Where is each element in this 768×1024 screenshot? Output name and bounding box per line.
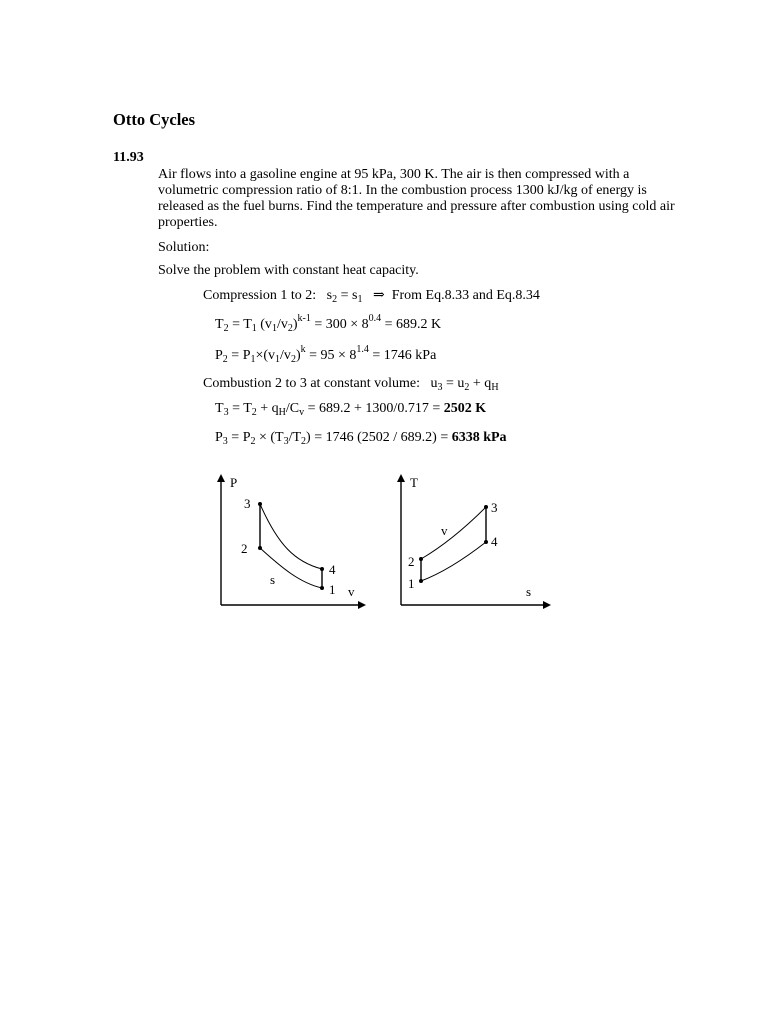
pv-point-marker bbox=[320, 567, 324, 571]
t2-exponent-2: 0.4 bbox=[368, 313, 382, 324]
pv-point-marker bbox=[258, 546, 262, 550]
pv-point-marker bbox=[320, 586, 324, 590]
t2-T-sub: 2 bbox=[223, 323, 229, 334]
pv-x-label: v bbox=[348, 584, 355, 599]
p2-mid: = 95 × 8 bbox=[305, 348, 357, 363]
u2-sub: 2 bbox=[464, 382, 470, 393]
ts-point-1: 1 bbox=[408, 576, 415, 591]
ts-point-marker bbox=[419, 579, 423, 583]
equation-reference: From Eq.8.33 and Eq.8.34 bbox=[391, 288, 540, 303]
combustion-lead: Combustion 2 to 3 at constant volume: bbox=[203, 376, 420, 391]
pv-diagram bbox=[221, 475, 362, 605]
s2-symbol: s bbox=[326, 288, 333, 303]
ts-curve-label: v bbox=[441, 523, 448, 538]
t2-v1-sub: 1 bbox=[271, 323, 277, 334]
section-title: Otto Cycles bbox=[113, 110, 196, 129]
p2-open: ×(v bbox=[255, 348, 276, 363]
p2-v2-sub: 2 bbox=[290, 354, 296, 365]
t2-exponent: k-1 bbox=[297, 313, 311, 324]
ts-point-marker bbox=[419, 557, 423, 561]
p2-exponent: k bbox=[300, 344, 306, 355]
s1-subscript: 1 bbox=[357, 294, 363, 305]
pv-point-2: 2 bbox=[241, 541, 248, 556]
t3-T2-sub: 2 bbox=[251, 407, 257, 418]
t3-qH-sub: H bbox=[278, 407, 286, 418]
t2-eq1: = T bbox=[228, 317, 252, 332]
p2-v1-sub: 1 bbox=[275, 354, 281, 365]
t2-open: (v bbox=[256, 317, 272, 332]
p3-tail: ) = 1746 (2502 / 689.2) = bbox=[306, 430, 452, 445]
p3-result: 6338 kPa bbox=[451, 430, 507, 445]
pv-expansion-curve bbox=[260, 504, 322, 569]
p3-P: P bbox=[215, 430, 223, 445]
t3-result: 2502 K bbox=[443, 401, 487, 416]
solution-label: Solution: bbox=[158, 240, 210, 255]
p3-T2-sub: 2 bbox=[301, 436, 307, 447]
pv-point-4: 4 bbox=[329, 562, 336, 577]
p3-times: × (T bbox=[255, 430, 284, 445]
ts-y-label: T bbox=[410, 475, 418, 490]
p2-exponent-2: 1.4 bbox=[356, 344, 369, 355]
problem-statement: Air flows into a gasoline engine at 95 kPa, 300 K. The air is then compressed with a volumetric compression ratio of 8:1. In the combustion process 1300 kJ/kg of energy is released as the fuel burns. Find the temperature and pressure after combustion using cold air properties. bbox=[158, 167, 675, 230]
ts-x-label: s bbox=[526, 584, 532, 599]
compression-lead: Compression 1 to 2: bbox=[203, 288, 317, 303]
t3-plus: + q bbox=[256, 401, 279, 416]
equals-sign: = bbox=[337, 288, 353, 303]
pv-point-marker bbox=[258, 502, 262, 506]
problem-number: 11.93 bbox=[113, 150, 144, 165]
u3-sub: 3 bbox=[437, 382, 443, 393]
t2-T: T bbox=[215, 317, 224, 332]
p3-slash: /T bbox=[288, 430, 302, 445]
p2-close: ) bbox=[295, 348, 301, 363]
t2-result: = 689.2 K bbox=[381, 317, 442, 332]
ts-heat-addition-curve bbox=[421, 507, 486, 559]
p3-P-sub: 3 bbox=[222, 436, 228, 447]
pv-point-1: 1 bbox=[329, 582, 336, 597]
s2-subscript: 2 bbox=[332, 294, 338, 305]
p2-P1-sub: 1 bbox=[250, 354, 256, 365]
p2-P-sub: 2 bbox=[222, 354, 228, 365]
t2-close: ) bbox=[292, 317, 298, 332]
p2-P: P bbox=[215, 348, 223, 363]
ts-point-4: 4 bbox=[491, 534, 498, 549]
p2-slash: /v bbox=[280, 348, 291, 363]
ts-point-marker bbox=[484, 505, 488, 509]
ts-point-3: 3 bbox=[491, 500, 498, 515]
t2-slash: /v bbox=[276, 317, 288, 332]
t3-slash: /C bbox=[285, 401, 300, 416]
ts-diagram bbox=[401, 475, 547, 605]
u-eq: = u bbox=[442, 376, 465, 391]
implies-arrow: ⇒ bbox=[372, 288, 385, 303]
t3-eq1: = T bbox=[228, 401, 252, 416]
ts-point-2: 2 bbox=[408, 554, 415, 569]
t3-Cv-sub: v bbox=[299, 407, 305, 418]
ts-point-marker bbox=[484, 540, 488, 544]
t3-tail: = 689.2 + 1300/0.717 = bbox=[304, 401, 444, 416]
pv-point-3: 3 bbox=[244, 496, 251, 511]
t2-v2-sub: 2 bbox=[287, 323, 293, 334]
solution-method: Solve the problem with constant heat capacity. bbox=[158, 263, 419, 278]
t2-T1-sub: 1 bbox=[251, 323, 257, 334]
p3-T3-sub: 3 bbox=[283, 436, 289, 447]
p2-eq1: = P bbox=[227, 348, 251, 363]
u3-symbol: u bbox=[430, 376, 438, 391]
ts-heat-rejection-curve bbox=[421, 542, 486, 581]
t2-mid: = 300 × 8 bbox=[310, 317, 369, 332]
pv-y-label: P bbox=[230, 475, 238, 490]
t3-T: T bbox=[215, 401, 224, 416]
qH-sub: H bbox=[491, 382, 499, 393]
t3-T-sub: 3 bbox=[223, 407, 229, 418]
p2-result: = 1746 kPa bbox=[368, 348, 437, 363]
s1-symbol: s bbox=[352, 288, 358, 303]
q-plus: + q bbox=[469, 376, 492, 391]
p3-P2-sub: 2 bbox=[250, 436, 256, 447]
pv-curve-label: s bbox=[270, 572, 276, 587]
p3-eq1: = P bbox=[227, 430, 251, 445]
